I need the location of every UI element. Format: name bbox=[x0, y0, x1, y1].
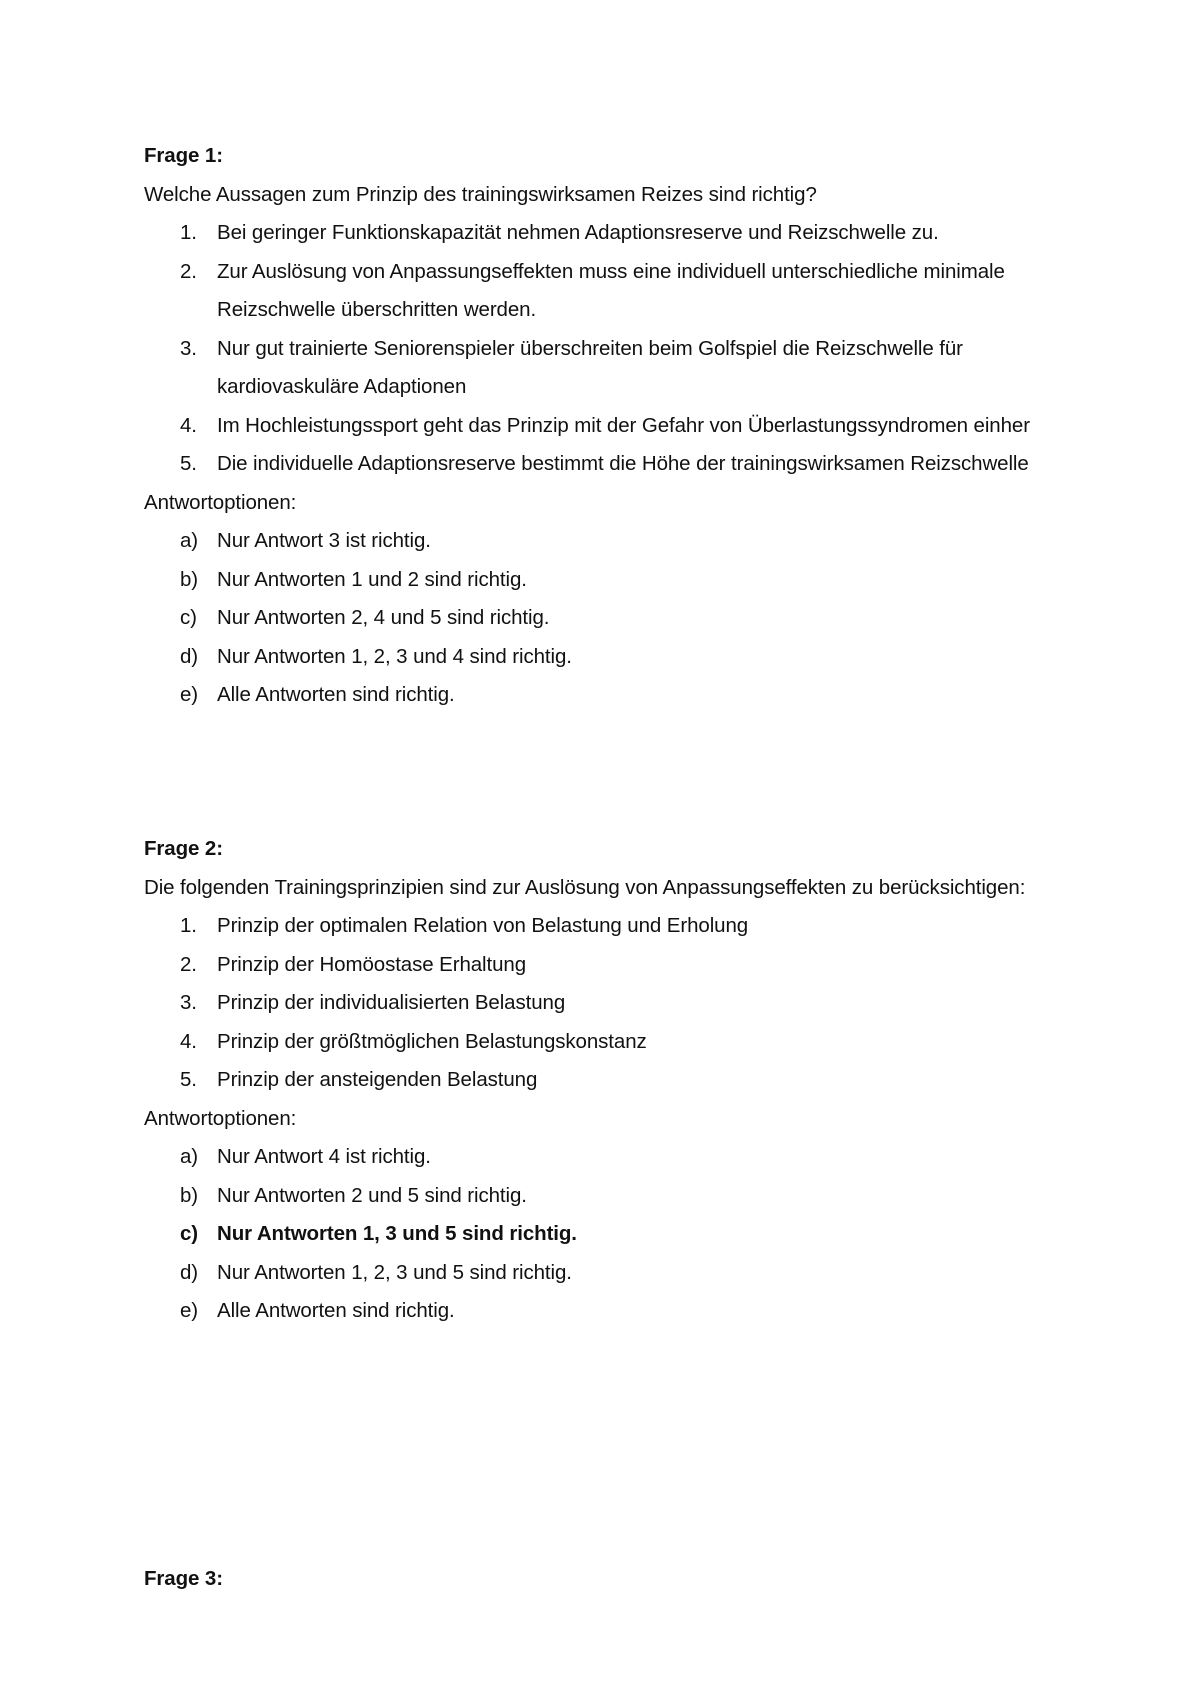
statement-text: Nur gut trainierte Seniorenspieler überschreiten beim Golfspiel die Reizschwelle für kardiovaskuläre Adaptionen bbox=[217, 336, 963, 398]
option-letter: e) bbox=[180, 1299, 199, 1322]
statement-number: 5. bbox=[180, 1068, 197, 1091]
option-letter: c) bbox=[180, 1222, 199, 1245]
question-title: Frage 1: bbox=[144, 144, 223, 167]
option-text: Nur Antworten 1 und 2 sind richtig. bbox=[217, 567, 527, 591]
option-item bbox=[144, 1254, 1064, 1293]
statement-number: 2. bbox=[180, 952, 197, 976]
option-text: Nur Antwort 4 ist richtig. bbox=[217, 1145, 431, 1168]
option-item bbox=[144, 638, 1064, 677]
statement-item bbox=[144, 330, 1064, 407]
statement-list bbox=[144, 214, 1064, 484]
question-3 bbox=[144, 1560, 1064, 1599]
question-title: Frage 2: bbox=[144, 837, 223, 860]
option-letter: b) bbox=[180, 1183, 199, 1207]
option-text: Alle Antworten sind richtig. bbox=[217, 683, 455, 706]
question-text: Welche Aussagen zum Prinzip des trainingswirksamen Reizes sind richtig? bbox=[144, 182, 817, 206]
statement-text: Prinzip der optimalen Relation von Belastung und Erholung bbox=[217, 914, 749, 937]
statement-item bbox=[144, 907, 1064, 946]
statement-text: Prinzip der individualisierten Belastung bbox=[217, 991, 566, 1014]
option-text: Alle Antworten sind richtig. bbox=[217, 1299, 455, 1322]
option-letter: e) bbox=[180, 683, 199, 706]
option-list bbox=[144, 522, 1064, 715]
option-text: Nur Antworten 2, 4 und 5 sind richtig. bbox=[217, 606, 550, 629]
statement-item bbox=[144, 445, 1064, 484]
options-label: Antwortoptionen: bbox=[144, 490, 297, 514]
option-letter: d) bbox=[180, 644, 199, 668]
question-1 bbox=[144, 137, 1064, 715]
statement-item bbox=[144, 214, 1064, 253]
statement-text: Die individuelle Adaptionsreserve bestimmt die Höhe der trainingswirksamen Reizschwelle bbox=[217, 452, 1029, 475]
option-item bbox=[144, 1292, 1064, 1331]
statement-number: 1. bbox=[180, 914, 197, 937]
option-item bbox=[144, 1177, 1064, 1216]
question-title: Frage 3: bbox=[144, 1567, 223, 1590]
statement-number: 2. bbox=[180, 259, 197, 283]
option-item bbox=[144, 599, 1064, 638]
statement-text: Bei geringer Funktionskapazität nehmen Adaptionsreserve und Reizschwelle zu. bbox=[217, 221, 939, 244]
option-list bbox=[144, 1138, 1064, 1331]
question-2 bbox=[144, 830, 1064, 1331]
statement-number: 4. bbox=[180, 1029, 197, 1053]
option-item bbox=[144, 522, 1064, 561]
options-label: Antwortoptionen: bbox=[144, 1106, 297, 1130]
statement-item bbox=[144, 946, 1064, 985]
statement-number: 3. bbox=[180, 991, 197, 1014]
option-letter: a) bbox=[180, 529, 199, 552]
option-text: Nur Antworten 1, 2, 3 und 4 sind richtig. bbox=[217, 644, 572, 668]
statement-item bbox=[144, 1023, 1064, 1062]
statement-item bbox=[144, 407, 1064, 446]
option-letter: d) bbox=[180, 1260, 199, 1284]
statement-text: Im Hochleistungssport geht das Prinzip mit der Gefahr von Überlastungssyndromen einher bbox=[217, 413, 1030, 437]
statement-item bbox=[144, 1061, 1064, 1100]
statement-item bbox=[144, 253, 1064, 330]
statement-text: Prinzip der größtmöglichen Belastungskonstanz bbox=[217, 1029, 647, 1053]
option-item bbox=[144, 676, 1064, 715]
option-item-correct bbox=[144, 1215, 1064, 1254]
option-text: Nur Antworten 1, 3 und 5 sind richtig. bbox=[217, 1222, 577, 1245]
option-text: Nur Antworten 2 und 5 sind richtig. bbox=[217, 1183, 527, 1207]
option-text: Nur Antwort 3 ist richtig. bbox=[217, 529, 431, 552]
statement-text: Prinzip der ansteigenden Belastung bbox=[217, 1068, 538, 1091]
statement-number: 4. bbox=[180, 413, 197, 437]
option-letter: b) bbox=[180, 567, 199, 591]
statement-item bbox=[144, 984, 1064, 1023]
option-letter: c) bbox=[180, 606, 197, 629]
statement-list bbox=[144, 907, 1064, 1100]
statement-number: 1. bbox=[180, 221, 197, 244]
option-text: Nur Antworten 1, 2, 3 und 5 sind richtig. bbox=[217, 1260, 572, 1284]
option-item bbox=[144, 1138, 1064, 1177]
statement-text: Zur Auslösung von Anpassungseffekten muss eine individuell unterschiedliche minimale Reizschwelle überschritten werden. bbox=[217, 259, 1005, 321]
statement-text: Prinzip der Homöostase Erhaltung bbox=[217, 952, 527, 976]
statement-number: 3. bbox=[180, 336, 197, 360]
option-letter: a) bbox=[180, 1145, 199, 1168]
statement-number: 5. bbox=[180, 452, 197, 475]
option-item bbox=[144, 561, 1064, 600]
question-text: Die folgenden Trainingsprinzipien sind zur Auslösung von Anpassungseffekten zu berücksichtigen: bbox=[144, 875, 1026, 899]
